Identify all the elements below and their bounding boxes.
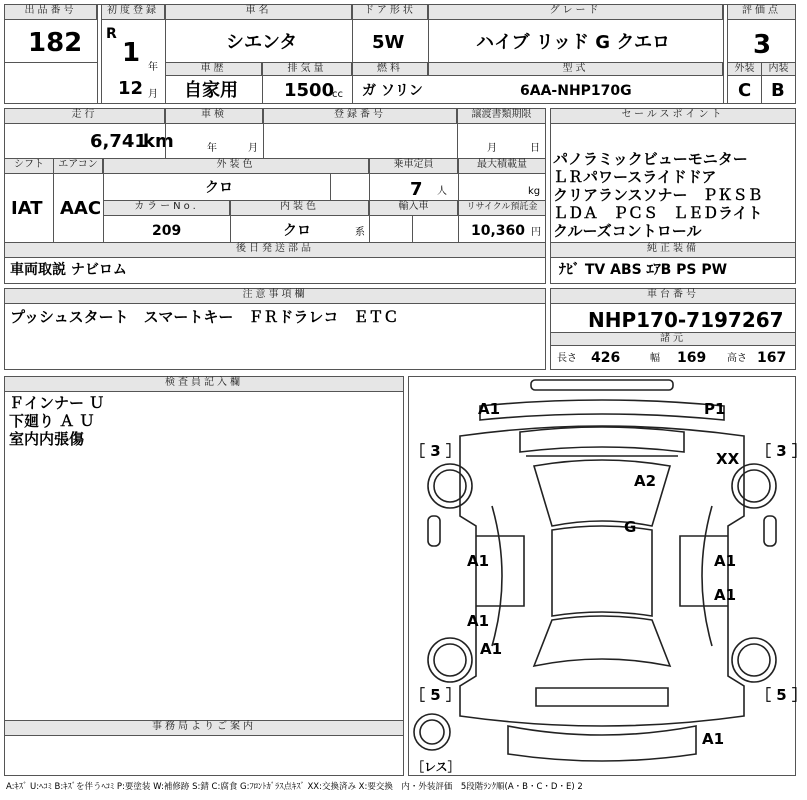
height: 167 — [757, 350, 787, 366]
ac-label: エアコン — [53, 158, 103, 174]
reg-era: R — [106, 26, 117, 42]
inspector-line: Ｆインナー Ｕ — [9, 394, 105, 412]
transfer-label: 譲渡書類期限 — [457, 108, 546, 124]
damage-mark: A2 — [634, 472, 657, 490]
exterior-label: 外装 — [727, 62, 762, 76]
legend: A:ｷｽﾞ U:ﾍｺﾐ B:ｷｽﾞを伴うﾍｺﾐ P:要塗装 W:補修跡 S:錆 C:腐食 G:ﾌﾛﾝﾄｶﾞﾗｽ点ｷｽﾞ XX:交換済み X:要交換 内・外装評価 5段階ﾗﾝｸ順(A・B・C・D・E) 2 — [6, 782, 583, 792]
capacity-unit: 人 — [437, 186, 447, 197]
fuel: ガ ソリン — [362, 83, 423, 99]
color-label: 外装色 — [103, 158, 369, 174]
shift: IAT — [11, 198, 43, 219]
tire-rear-left: ［ 5 ］ — [410, 686, 461, 704]
damage-mark: G — [624, 518, 637, 536]
damage-mark: P1 — [704, 400, 726, 418]
inspection-label: 車検 — [165, 108, 263, 124]
sales-points-label: セールスポイント — [550, 108, 796, 124]
damage-mark: A1 — [714, 586, 737, 604]
tire-front-right: ［ 3 ］ — [756, 442, 807, 460]
height-label: 高さ — [727, 353, 747, 364]
mileage-unit: km — [143, 131, 174, 152]
grade-label: グレード — [428, 4, 723, 20]
interior-grade: B — [771, 80, 785, 101]
sales-point-item: クリアランスソナー ＰＫＳＢ — [553, 186, 763, 204]
interior-color-unit: 系 — [355, 227, 365, 238]
car-diagram — [408, 376, 796, 776]
reg-label: 初度登録 — [101, 4, 165, 20]
spare-tire: ［レス］ — [412, 760, 460, 774]
sales-point-item: クルーズコントロール — [553, 222, 702, 240]
damage-mark: A1 — [702, 730, 725, 748]
exterior-grade: C — [738, 80, 752, 101]
notes: プッシュスタート スマートキー ＦＲドラレコ ＥＴＣ — [10, 308, 399, 326]
displacement-label: 排気量 — [262, 62, 352, 76]
ac: AAC — [60, 198, 102, 219]
transfer-month-unit: 月 — [487, 143, 497, 154]
score: 3 — [753, 30, 772, 60]
recycle-label: リサイクル預託金 — [458, 200, 546, 216]
interior-color-label: 内装色 — [230, 200, 369, 216]
reg-year-unit: 年 — [148, 62, 158, 73]
capacity: 7 — [410, 179, 423, 200]
chassis-label: 車台番号 — [550, 288, 796, 304]
dims-label: 諸元 — [550, 332, 796, 346]
mileage-label: 走行 — [4, 108, 165, 124]
notes-label: 注意事項欄 — [4, 288, 546, 304]
capacity-label: 乗車定員 — [369, 158, 458, 174]
damage-mark: A1 — [480, 640, 503, 658]
length-label: 長さ — [557, 353, 577, 364]
name-label: 車名 — [165, 4, 352, 20]
equipment-label: 純正装備 — [550, 242, 796, 258]
door-label: ドア形状 — [352, 4, 428, 20]
lot-no: 182 — [28, 28, 83, 58]
recycle: 10,360 — [471, 223, 526, 239]
width-label: 幅 — [650, 353, 660, 364]
damage-mark: A1 — [478, 400, 501, 418]
model: 6AA-NHP170G — [520, 83, 632, 99]
displacement-unit: cc — [332, 89, 343, 100]
interior-label: 内装 — [761, 62, 796, 76]
inspector-label: 検査員記入欄 — [4, 376, 404, 392]
inspector-line: 室内内張傷 — [9, 430, 85, 448]
sales-point-item: ＬＲパワースライドドア — [553, 168, 717, 186]
color-no: 209 — [152, 223, 182, 239]
history: 自家用 — [184, 80, 238, 101]
tire-front-left: ［ 3 ］ — [410, 442, 461, 460]
history-label: 車歴 — [165, 62, 262, 76]
chassis-number: NHP170-7197267 — [588, 308, 784, 332]
later-label: 後日発送部品 — [4, 242, 546, 258]
sales-point-item: パノラミックビューモニター — [553, 150, 748, 168]
inspection-year-unit: 年 — [207, 143, 217, 154]
reg-no-label: 登録番号 — [263, 108, 457, 124]
door-type: 5W — [372, 32, 405, 53]
inspector-lines — [9, 394, 104, 448]
load-label: 最大積載量 — [458, 158, 546, 174]
recycle-unit: 円 — [531, 227, 541, 238]
reg-year: 1 — [122, 38, 141, 68]
load-unit: kg — [528, 186, 541, 197]
office-label: 事務局よりご案内 — [4, 720, 404, 736]
reg-month: 12 — [118, 78, 144, 99]
sales-point-item: ＬＤＡ ＰＣＳ ＬＥＤライト — [553, 204, 763, 222]
damage-mark: XX — [716, 450, 740, 468]
length: 426 — [591, 350, 621, 366]
later-parts: 車両取説 ナビロム — [10, 262, 127, 278]
color: クロ — [205, 180, 233, 196]
interior-color: クロ — [283, 223, 311, 239]
shift-label: シフト — [4, 158, 54, 174]
displacement: 1500 — [284, 80, 335, 101]
car-name: シエンタ — [226, 32, 298, 53]
model-label: 型式 — [428, 62, 723, 76]
width: 169 — [677, 350, 707, 366]
grade: ハイブ リッド G クエロ — [476, 32, 670, 53]
inspector-line: 下廻り Ａ Ｕ — [9, 412, 95, 430]
equipment: ﾅﾋﾞ TV ABS ｴｱB PS PW — [559, 262, 728, 278]
lot-no-label: 出品番号 — [4, 4, 97, 20]
reg-month-unit: 月 — [148, 89, 158, 100]
sales-points-list — [553, 150, 763, 240]
tire-rear-right: ［ 5 ］ — [756, 686, 807, 704]
import-label: 輸入車 — [369, 200, 458, 216]
color-no-label: カラーNo. — [103, 200, 230, 216]
inspection-month-unit: 月 — [248, 143, 258, 154]
transfer-day-unit: 日 — [530, 143, 540, 154]
damage-mark: A1 — [467, 552, 490, 570]
fuel-label: 燃料 — [352, 62, 428, 76]
mileage: 6,741 — [90, 131, 147, 152]
score-label: 評価点 — [727, 4, 796, 20]
damage-mark: A1 — [467, 612, 490, 630]
damage-mark: A1 — [714, 552, 737, 570]
